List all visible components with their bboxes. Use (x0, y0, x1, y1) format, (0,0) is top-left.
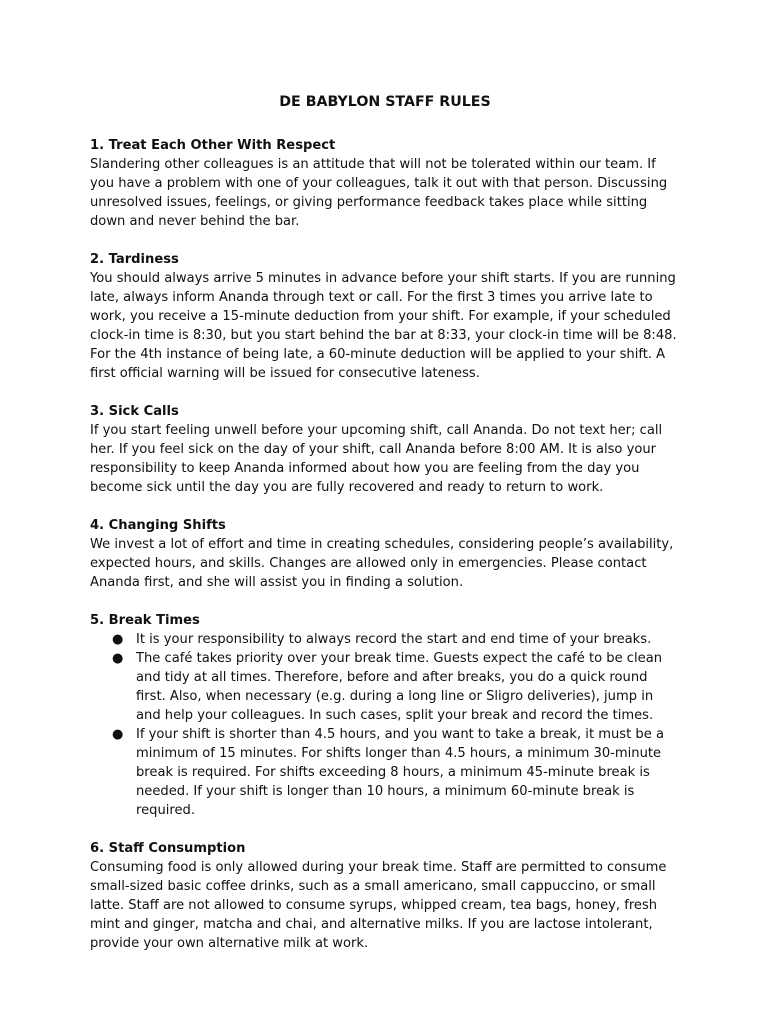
section-heading: 2. Tardiness (90, 252, 179, 267)
bullet-icon: ● (112, 632, 124, 647)
document-title: DE BABYLON STAFF RULES (279, 94, 491, 110)
section-text: We invest a lot of effort and time in creating schedules, considering people’s availability, expected hours, and skills. Changes are allowed only in emergencies. Please contact Ananda first, and she will assist you in finding a solution. (90, 537, 674, 590)
bullet-icon: ● (112, 727, 124, 742)
section-sick-calls (90, 402, 680, 497)
section-staff-consumption (90, 839, 680, 953)
section-text: Slandering other colleagues is an attitude that will not be tolerated within our team. If you have a problem with one of your colleagues, talk it out with that person. Discussing unresolved issues, feelings, or giving performance feedback takes place while sitting down and never behind the bar. (90, 157, 668, 229)
list-item-text: The café takes priority over your break time. Guests expect the café to be clean and tidy at all times. Therefore, before and after breaks, you do a quick round first. Also, when necessary (e.g. during a long line or Sligro deliveries), jump in and help your colleagues. In such cases, split your break and record the times. (136, 651, 663, 723)
section-tardiness (90, 250, 680, 383)
section-break-times (90, 611, 680, 820)
list-item (90, 725, 680, 820)
list-item-text: It is your responsibility to always record the start and end time of your breaks. (136, 632, 652, 647)
section-text: Consuming food is only allowed during your break time. Staff are permitted to consume small-sized basic coffee drinks, such as a small americano, small cappuccino, or small latte. Staff are not allowed to consume syrups, whipped cream, tea bags, honey, fresh mint and ginger, matcha and chai, and alternative milks. If you are lactose intolerant, provide your own alternative milk at work. (90, 860, 667, 951)
list-item (90, 649, 680, 725)
section-heading: 5. Break Times (90, 613, 200, 628)
bullet-icon: ● (112, 651, 124, 666)
section-heading: 1. Treat Each Other With Respect (90, 138, 336, 153)
section-heading: 3. Sick Calls (90, 404, 179, 419)
section-text: You should always arrive 5 minutes in advance before your shift starts. If you are running late, always inform Ananda through text or call. For the first 3 times you arrive late to work, you receive a 15-minute deduction from your shift. For example, if your scheduled clock-in time is 8:30, but you start behind the bar at 8:33, your clock-in time will be 8:48. For the 4th instance of being late, a 60-minute deduction will be applied to your shift. A first official warning will be issued for consecutive lateness. (90, 271, 677, 381)
document-page (90, 92, 680, 972)
list-item-text: If your shift is shorter than 4.5 hours, and you want to take a break, it must be a minimum of 15 minutes. For shifts longer than 4.5 hours, a minimum 30-minute break is required. For shifts exceeding 8 hours, a minimum 45-minute break is needed. If your shift is longer than 10 hours, a minimum 60-minute break is required. (136, 727, 664, 818)
section-heading: 4. Changing Shifts (90, 518, 226, 533)
section-changing-shifts (90, 516, 680, 592)
bullet-list (90, 630, 680, 820)
section-respect (90, 136, 680, 231)
section-text: If you start feeling unwell before your upcoming shift, call Ananda. Do not text her; call her. If you feel sick on the day of your shift, call Ananda before 8:00 AM. It is also your responsibility to keep Ananda informed about how you are feeling from the day you become sick until the day you are fully recovered and ready to return to work. (90, 423, 663, 495)
section-heading: 6. Staff Consumption (90, 841, 246, 856)
list-item (90, 630, 680, 649)
